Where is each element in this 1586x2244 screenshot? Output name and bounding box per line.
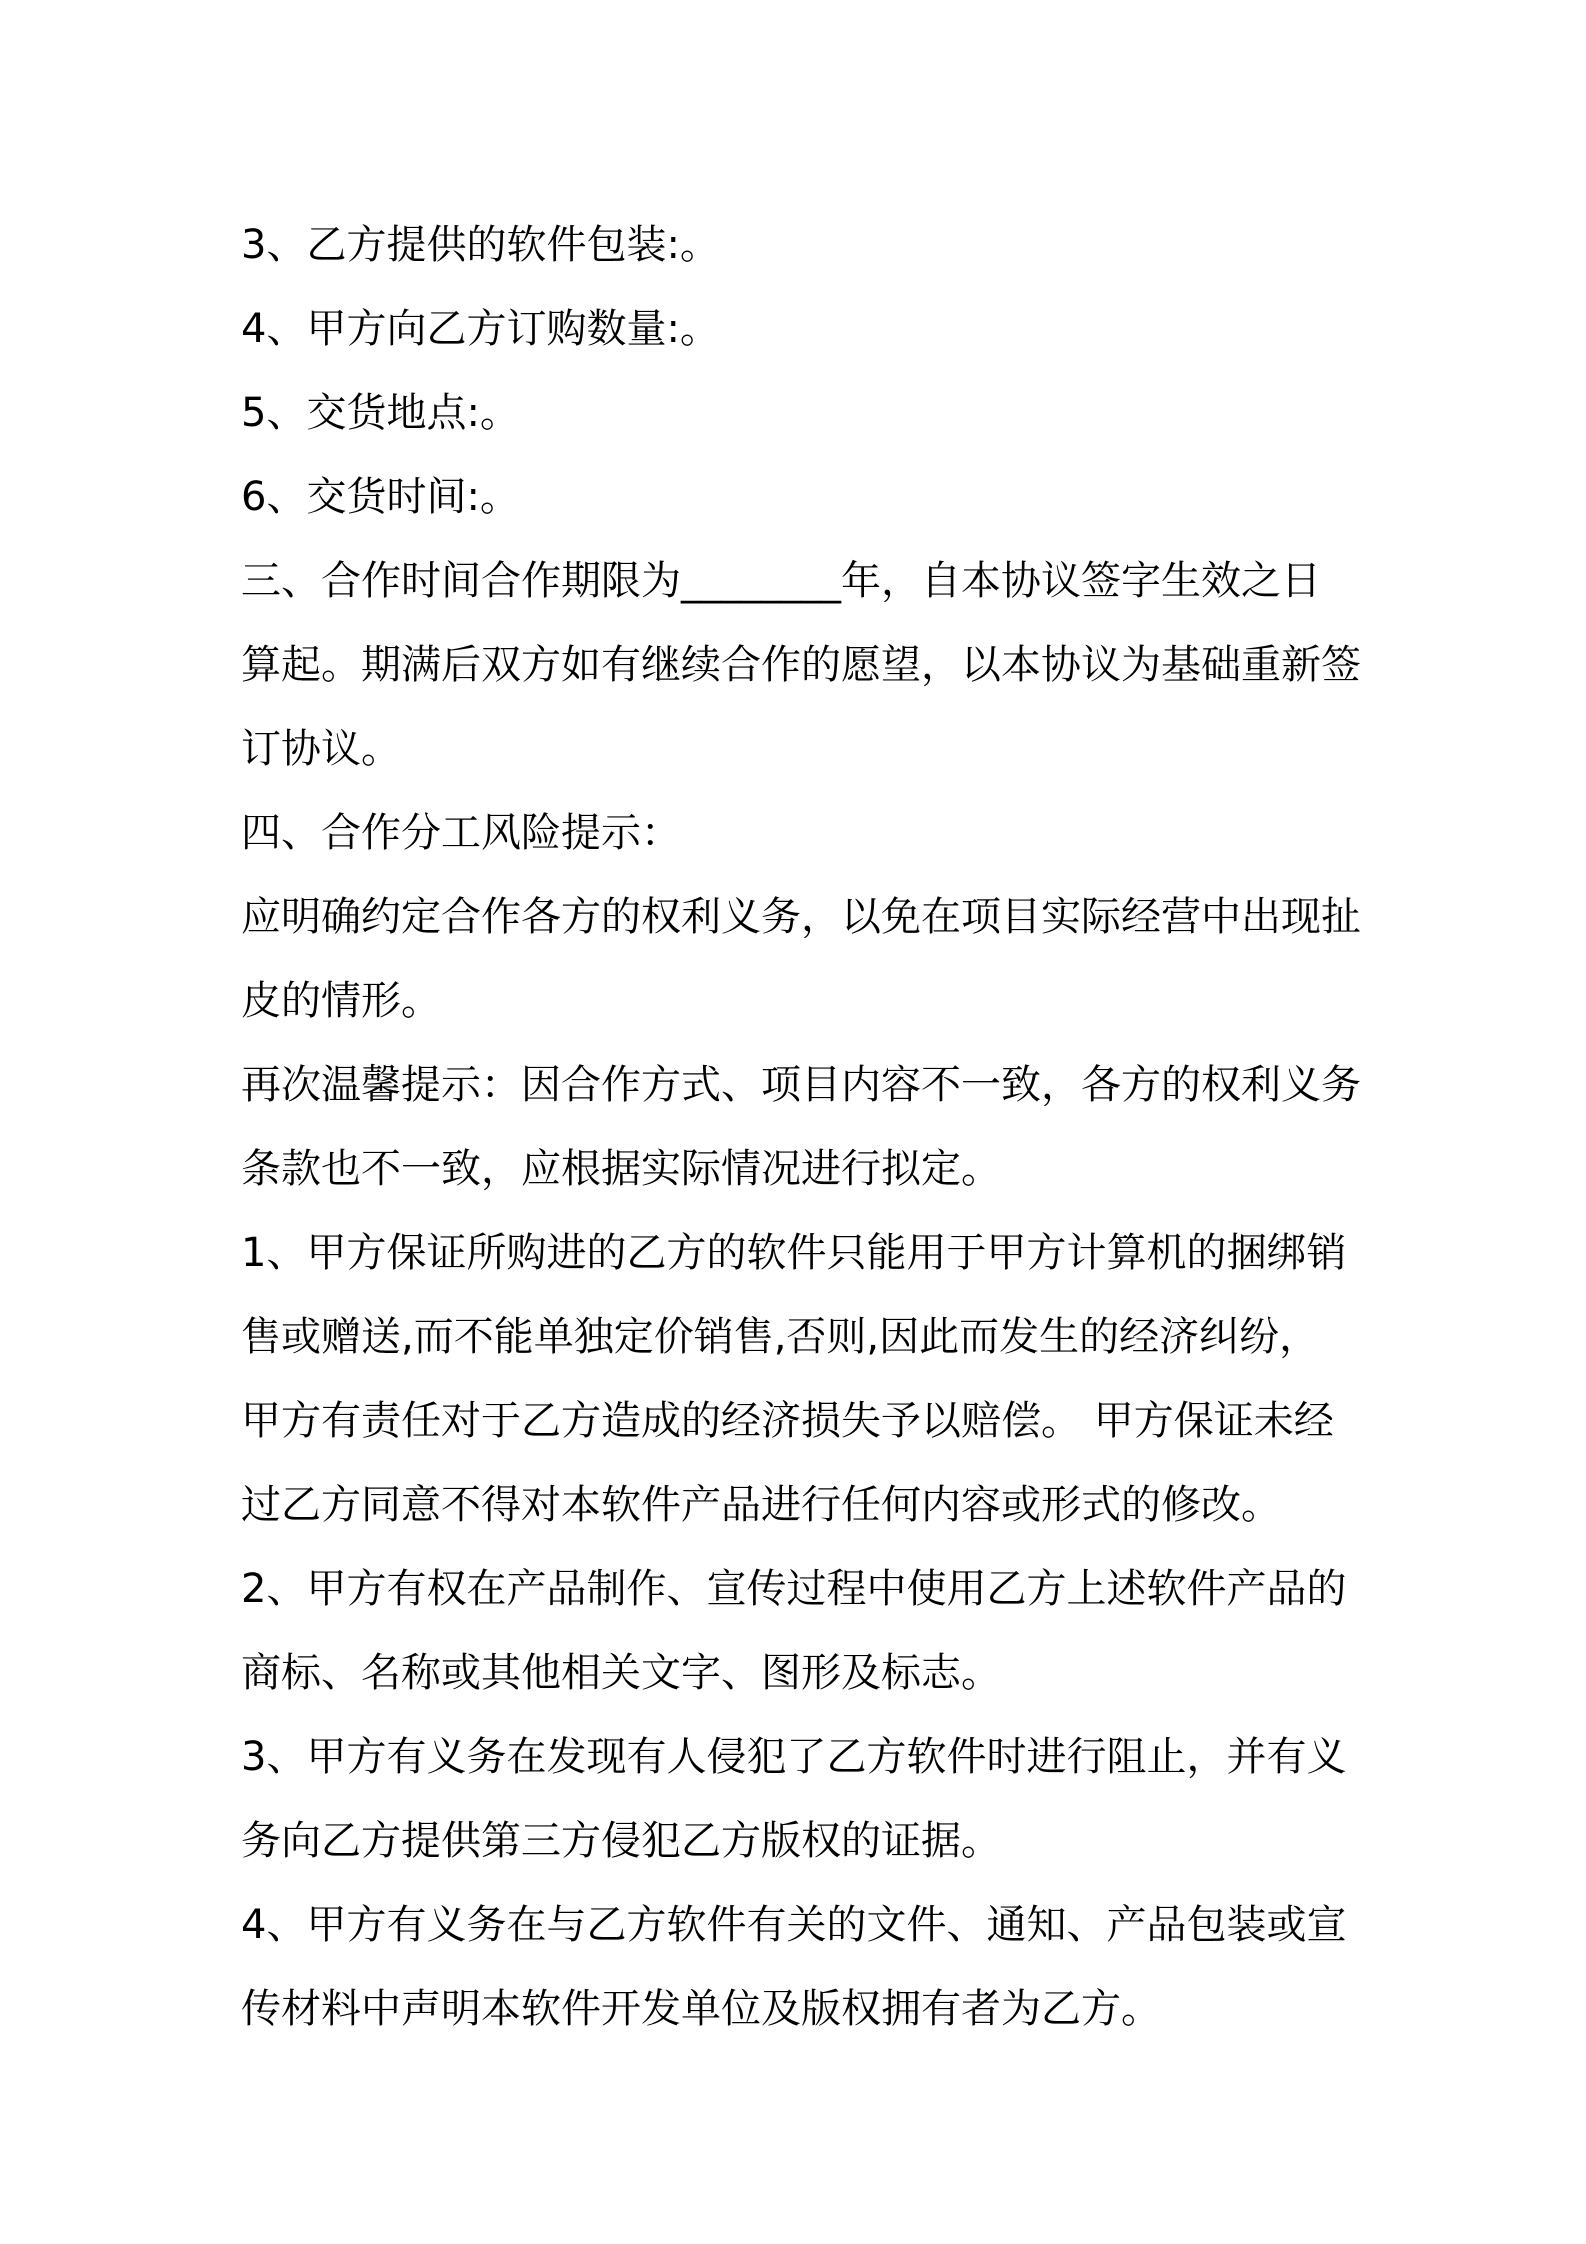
text-line: 务向乙方提供第三方侵犯乙方版权的证据。 xyxy=(241,1818,1001,1864)
text-line: 算起。期满后双方如有继续合作的愿望，以本协议为基础重新签 xyxy=(241,642,1361,688)
text-line: 皮的情形。 xyxy=(241,978,441,1024)
document-body xyxy=(241,203,1361,2051)
text-line: 4、甲方向乙方订购数量:。 xyxy=(241,306,720,352)
text-line: 传材料中声明本软件开发单位及版权拥有者为乙方。 xyxy=(241,1986,1161,2032)
text-line: 3、甲方有义务在发现有人侵犯了乙方软件时进行阻止，并有义 xyxy=(241,1734,1347,1780)
text-line: 1、甲方保证所购进的乙方的软件只能用于甲方计算机的捆绑销 xyxy=(241,1230,1347,1276)
text-line: 条款也不一致，应根据实际情况进行拟定。 xyxy=(241,1146,1001,1192)
text-line: 3、乙方提供的软件包装:。 xyxy=(241,222,720,268)
text-line: 4、甲方有义务在与乙方软件有关的文件、通知、产品包装或宣 xyxy=(241,1902,1347,1948)
text-line: 2、甲方有权在产品制作、宣传过程中使用乙方上述软件产品的 xyxy=(241,1566,1347,1612)
text-line: 三、合作时间合作期限为________年，自本协议签字生效之日 xyxy=(241,558,1321,604)
text-line: 5、交货地点:。 xyxy=(241,390,520,436)
text-line: 6、交货时间:。 xyxy=(241,474,520,520)
text-line: 订协议。 xyxy=(241,726,401,772)
text-line: 甲方有责任对于乙方造成的经济损失予以赔偿。 甲方保证未经 xyxy=(241,1398,1334,1444)
text-line: 再次温馨提示：因合作方式、项目内容不一致，各方的权利义务 xyxy=(241,1062,1361,1108)
text-line: 过乙方同意不得对本软件产品进行任何内容或形式的修改。 xyxy=(241,1482,1281,1528)
text-line: 应明确约定合作各方的权利义务，以免在项目实际经营中出现扯 xyxy=(241,894,1361,940)
text-line: 商标、名称或其他相关文字、图形及标志。 xyxy=(241,1650,1001,1696)
text-line: 售或赠送,而不能单独定价销售,否则,因此而发生的经济纠纷， xyxy=(241,1314,1320,1360)
text-line: 四、合作分工风险提示： xyxy=(241,810,681,856)
